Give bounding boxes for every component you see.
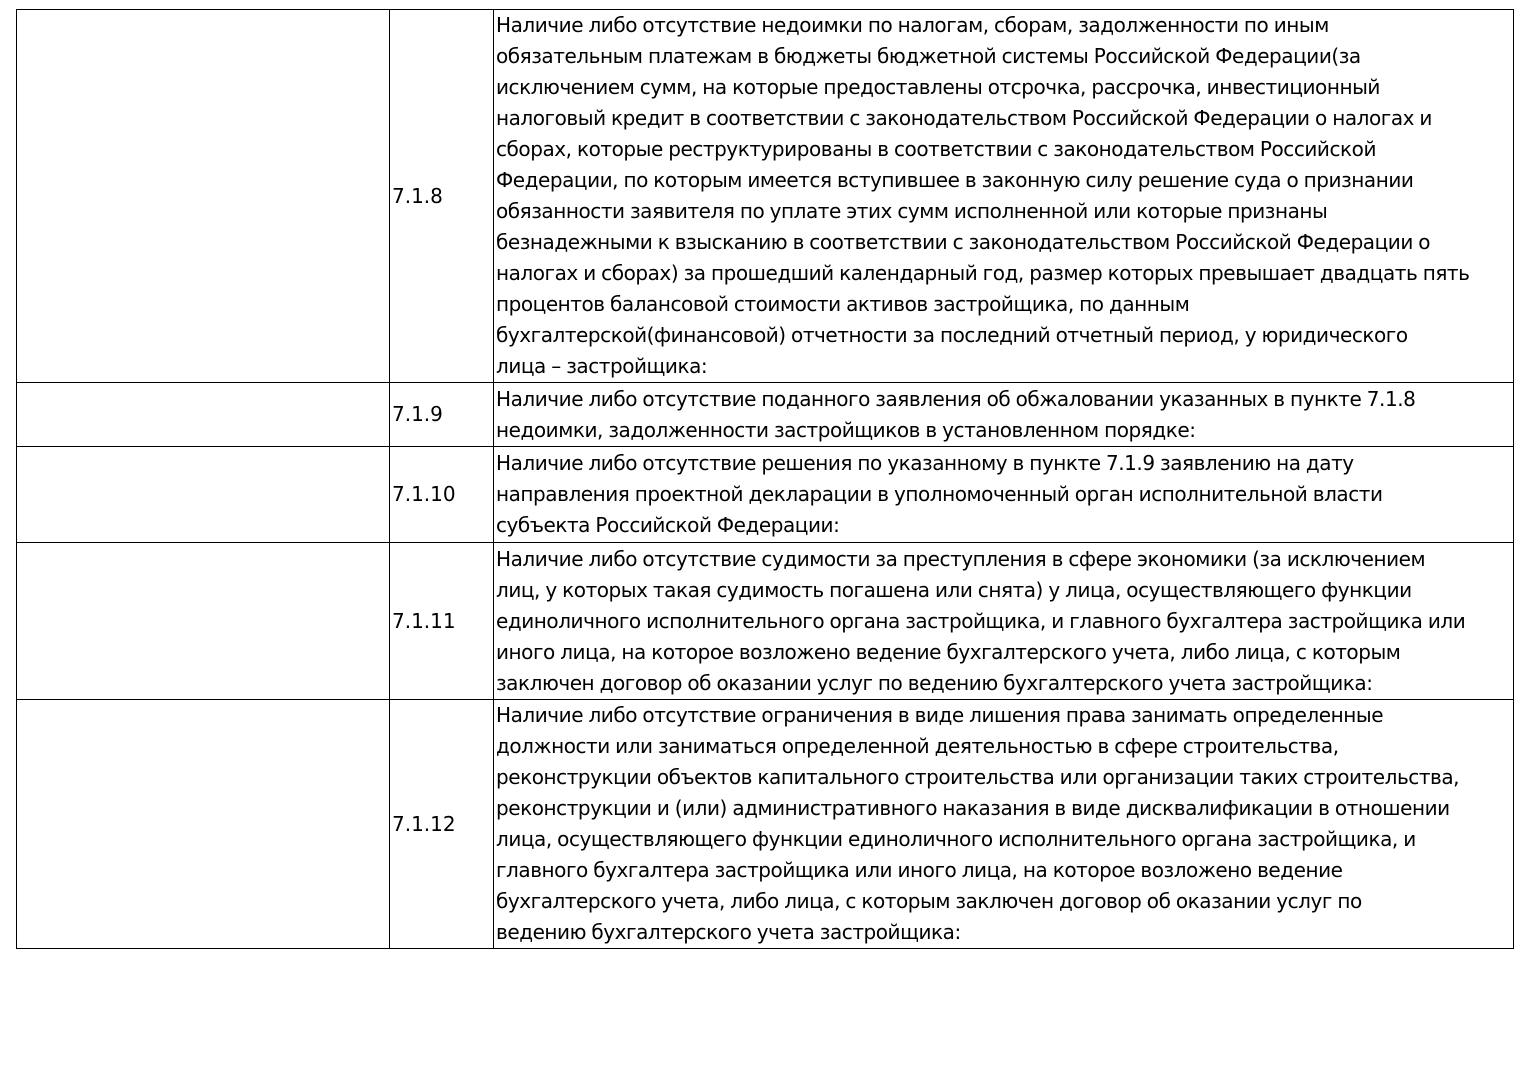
item-number: 7.1.12 [390, 700, 494, 949]
item-number: 7.1.11 [390, 543, 494, 700]
item-text: Наличие либо отсутствие судимости за преступления в сфере экономики (за исключением лиц, у которых такая судимость погашена или снята) у лица, осуществляющего функции единоличного исполнительного органа застройщика, и главного бухгалтера застройщика или иного лица, на которое возложено ведение бухгалтерского учета, либо лица, с которым заключен договор об оказании услуг по ведению бухгалтерского учета застройщика: [494, 543, 1514, 700]
declaration-table [16, 9, 1514, 949]
item-number: 7.1.9 [390, 383, 494, 447]
table-row [17, 700, 1514, 949]
empty-cell [17, 10, 390, 383]
item-number: 7.1.10 [390, 447, 494, 543]
item-text: Наличие либо отсутствие поданного заявления об обжаловании указанных в пункте 7.1.8 недоимки, задолженности застройщиков в установленном порядке: [494, 383, 1514, 447]
item-text: Наличие либо отсутствие ограничения в виде лишения права занимать определенные должности или заниматься определенной деятельностью в сфере строительства, реконструкции объектов капитального строительства или организации таких строительства, реконструкции и (или) административного наказания в виде дисквалификации в отношении лица, осуществляющего функции единоличного исполнительного органа застройщика, и главного бухгалтера застройщика или иного лица, на которое возложено ведение бухгалтерского учета, либо лица, с которым заключен договор об оказании услуг по ведению бухгалтерского учета застройщика: [494, 700, 1514, 949]
empty-cell [17, 383, 390, 447]
empty-cell [17, 543, 390, 700]
empty-cell [17, 447, 390, 543]
item-text: Наличие либо отсутствие решения по указанному в пункте 7.1.9 заявлению на дату направления проектной декларации в уполномоченный орган исполнительной власти субъекта Российской Федерации: [494, 447, 1514, 543]
empty-cell [17, 700, 390, 949]
item-number: 7.1.8 [390, 10, 494, 383]
item-text: Наличие либо отсутствие недоимки по налогам, сборам, задолженности по иным обязательным платежам в бюджеты бюджетной системы Российской Федерации(за исключением сумм, на которые предоставлены отсрочка, рассрочка, инвестиционный налоговый кредит в соответствии с законодательством Российской Федерации о налогах и сборах, которые реструктурированы в соответствии с законодательством Российской Федерации, по которым имеется вступившее в законную силу решение суда о признании обязанности заявителя по уплате этих сумм исполненной или которые признаны безнадежными к взысканию в соответствии с законодательством Российской Федерации о налогах и сборах) за прошедший календарный год, размер которых превышает двадцать пять процентов балансовой стоимости активов застройщика, по данным бухгалтерской(финансовой) отчетности за последний отчетный период, у юридического лица – застройщика: [494, 10, 1514, 383]
table-row [17, 10, 1514, 383]
table-row [17, 543, 1514, 700]
table-row [17, 383, 1514, 447]
table-row [17, 447, 1514, 543]
